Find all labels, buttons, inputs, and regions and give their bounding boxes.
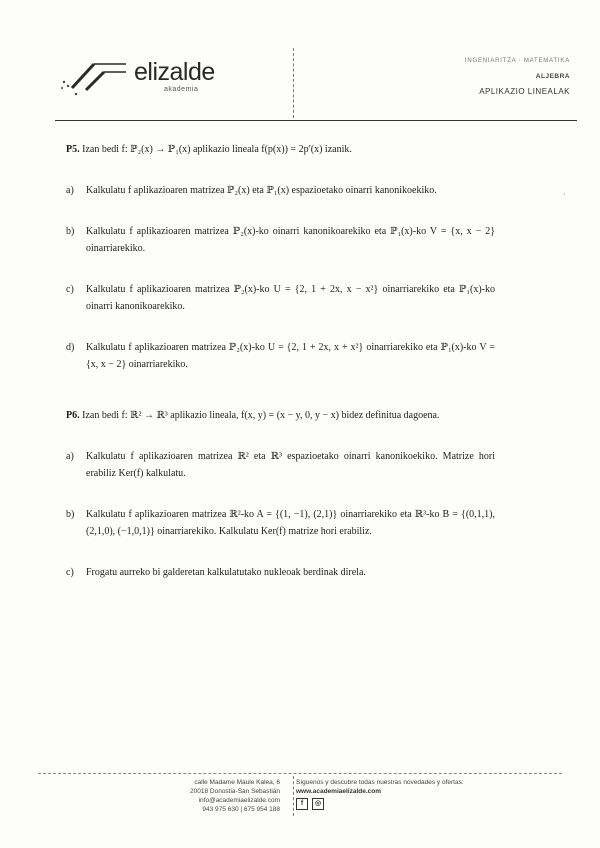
brand-name: elizalde: [134, 58, 215, 86]
instagram-icon[interactable]: ◎: [312, 798, 324, 810]
facebook-icon[interactable]: f: [296, 798, 308, 810]
item-label: b): [66, 226, 75, 237]
statement-text: Izan bedi f: ℙ₂(x) → ℙ₁(x) aplikazio lineala f(p(x)) = 2p′(x) izanik.: [82, 144, 352, 155]
header-subject: ALJEBRA: [535, 73, 570, 80]
footer-follow-text: Síguenos y descubre todas nuestras novedades y ofertas:: [296, 779, 464, 786]
footer-rule: [38, 773, 562, 774]
item-text: Kalkulatu f aplikazioaren matrizea ℙ₂(x)-ko U = {2, 1 + 2x, x − x²} oinarriarekiko eta ℙ₁(x)-ko oinarri kanonikoarekiko.: [86, 284, 495, 312]
social-links: [296, 798, 464, 810]
item-text: Frogatu aurreko bi galderetan kalkulatutako nukleoak berdinak direla.: [86, 567, 366, 578]
footer-phone: 943 975 630 | 675 954 188: [202, 806, 280, 813]
margin-mark: ·: [563, 190, 566, 199]
item-label: c): [66, 567, 74, 578]
item-text: Kalkulatu f aplikazioaren matrizea ℝ² eta ℝ³ espazioetako oinarri kanonikoekiko. Matrize hori erabiliz Ker(f) kalkulatu.: [86, 451, 495, 479]
exercise-number: P6.: [66, 410, 80, 421]
brand-subtitle: akademia: [164, 86, 199, 93]
header-topic: APLIKAZIO LINEALAK: [479, 87, 570, 96]
exercise-item: [66, 223, 495, 257]
item-text: Kalkulatu f aplikazioaren matrizea ℙ₂(x)-ko U = {2, 1 + 2x, x + x²} oinarriarekiko eta ℙ₁(x)-ko V = {x, x − 2} oinarriarekiko.: [86, 342, 495, 370]
exercise-item: [66, 182, 495, 199]
footer-website-link[interactable]: www.academiaelizalde.com: [296, 788, 382, 795]
item-label: a): [66, 185, 74, 196]
item-label: b): [66, 509, 75, 520]
item-text: Kalkulatu f aplikazioaren matrizea ℝ²-ko A = {(1, −1), (2,1)} oinarriarekiko eta ℝ³-ko B = {(0,1,1), (2,1,0), (−1,0,1)} oinarriarekiko. Kalkulatu Ker(f) matrize hori erabiliz.: [86, 509, 495, 537]
exercise-item: [66, 564, 495, 581]
item-label: d): [66, 342, 75, 353]
header-info: [465, 54, 570, 99]
footer-web: [296, 778, 464, 810]
logo-mark-icon: [56, 50, 136, 100]
footer-address-2: 20018 Donostia-San Sebastián: [190, 788, 280, 795]
header-department: INGENIARITZA · MATEMATIKA: [464, 58, 570, 64]
exercise-number: P5.: [66, 144, 80, 155]
exercise-item: [66, 448, 495, 482]
exercise-sheet: [66, 141, 495, 605]
header-divider: [293, 48, 294, 118]
header-rule: [55, 120, 577, 121]
footer-contact: [120, 778, 280, 814]
exercise-item: [66, 281, 495, 315]
statement-text: Izan bedi f: ℝ² → ℝ³ aplikazio lineala, f(x, y) = (x − y, 0, y − x) bidez definitua dagoena.: [82, 410, 440, 421]
exercise-p5-statement: [66, 141, 495, 158]
item-text: Kalkulatu f aplikazioaren matrizea ℙ₂(x) eta ℙ₁(x) espazioetako oinarri kanonikoekiko.: [86, 185, 437, 196]
item-label: a): [66, 451, 74, 462]
exercise-item: [66, 339, 495, 373]
item-label: c): [66, 284, 74, 295]
elizalde-logo: [56, 50, 215, 100]
footer-email[interactable]: info@academiaelizalde.com: [198, 797, 280, 804]
item-text: Kalkulatu f aplikazioaren matrizea ℙ₂(x)-ko oinarri kanonikoarekiko eta ℙ₁(x)-ko V = {x, x − 2} oinarriarekiko.: [86, 226, 495, 254]
exercise-item: [66, 506, 495, 540]
exercise-p6-statement: [66, 407, 495, 424]
footer-address-1: calle Madame Maule Kalea, 6: [194, 779, 280, 786]
footer-divider: [293, 776, 294, 816]
